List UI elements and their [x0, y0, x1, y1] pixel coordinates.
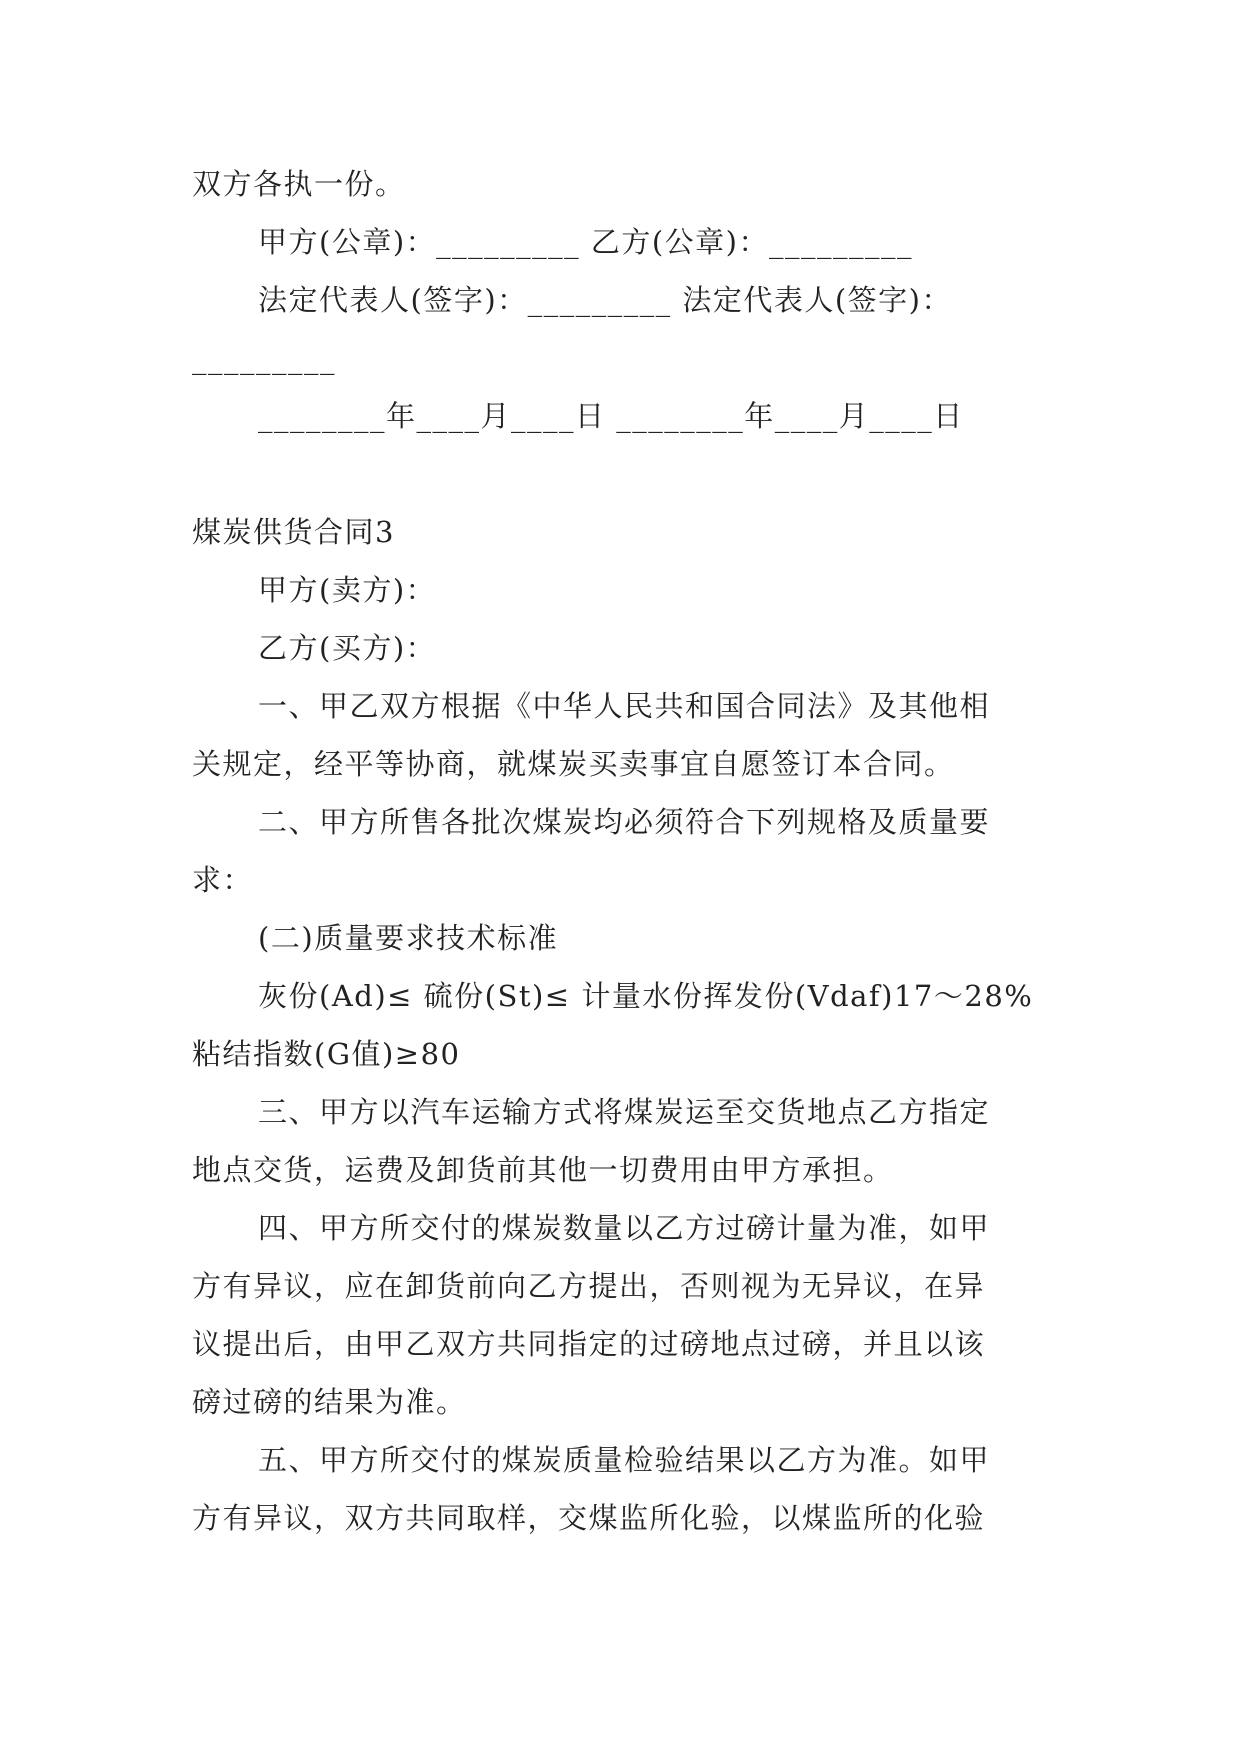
text-line: 乙方(买方)：	[258, 631, 437, 665]
text-line: 三、甲方以汽车运输方式将煤炭运至交货地点乙方指定	[258, 1095, 991, 1129]
text-line: 二、甲方所售各批次煤炭均必须符合下列规格及质量要	[258, 805, 991, 839]
text-line: 甲方(公章)：_________ 乙方(公章)：_________	[258, 225, 913, 259]
text-line: _________	[192, 341, 336, 375]
text-line: 法定代表人(签字)：_________ 法定代表人(签字)：	[258, 283, 952, 317]
text-line: 求：	[192, 863, 254, 897]
text-line: 双方各执一份。	[192, 167, 406, 201]
text-line: 五、甲方所交付的煤炭质量检验结果以乙方为准。如甲	[258, 1443, 991, 1477]
text-line: 灰份(Ad)≤ 硫份(St)≤ 计量水份挥发份(Vdaf)17～28%	[258, 979, 1034, 1013]
text-line: 磅过磅的结果为准。	[192, 1385, 467, 1419]
text-line: ________年____月____日 ________年____月____日	[258, 399, 964, 433]
text-line: 一、甲乙双方根据《中华人民共和国合同法》及其他相	[258, 689, 991, 723]
text-line: 议提出后，由甲乙双方共同指定的过磅地点过磅，并且以该	[192, 1327, 986, 1361]
text-line: 方有异议，应在卸货前向乙方提出，否则视为无异议，在异	[192, 1269, 986, 1303]
section-title: 煤炭供货合同3	[192, 515, 395, 549]
text-line: 方有异议，双方共同取样，交煤监所化验，以煤监所的化验	[192, 1501, 986, 1535]
text-line: 甲方(卖方)：	[258, 573, 437, 607]
text-line: (二)质量要求技术标准	[258, 921, 559, 955]
text-line: 地点交货，运费及卸货前其他一切费用由甲方承担。	[192, 1153, 894, 1187]
text-line: 四、甲方所交付的煤炭数量以乙方过磅计量为准，如甲	[258, 1211, 991, 1245]
text-line: 关规定，经平等协商，就煤炭买卖事宜自愿签订本合同。	[192, 747, 955, 781]
text-line: 粘结指数(G值)≥80	[192, 1037, 461, 1071]
